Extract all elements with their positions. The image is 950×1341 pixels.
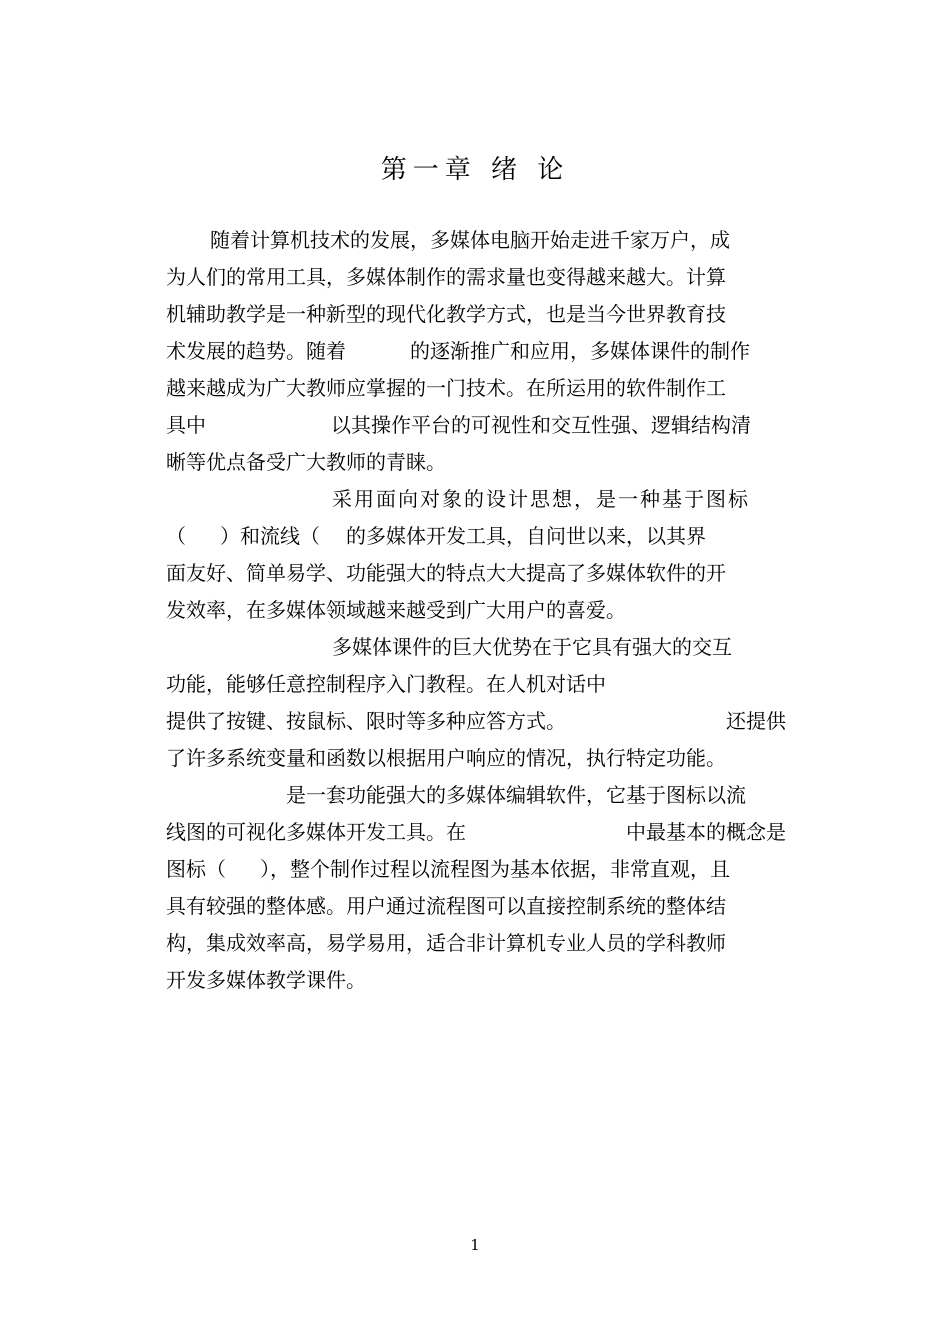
text-segment: 机辅助教学是一种新型的现代化教学方式，也是当今世界教育技 <box>166 302 726 326</box>
text-segment: 具中 <box>166 413 206 437</box>
text-segment: 术发展的趋势。随着 <box>166 339 346 363</box>
text-segment: 的多媒体开发工具，自问世以来，以其界 <box>346 524 706 548</box>
text-line <box>166 851 786 888</box>
text-line <box>166 666 786 703</box>
text-segment: ），整个制作过程以流程图为基本依据，非常直观，且 <box>260 857 730 881</box>
text-segment: 还提供 <box>726 709 786 733</box>
text-segment: 采用面向对象的设计思想，是一种基于图标 <box>332 487 750 511</box>
text-segment: 了许多系统变量和函数以根据用户响应的情况，执行特定功能。 <box>166 746 726 770</box>
text-segment: 图标（ <box>166 857 226 881</box>
body-text <box>166 222 786 999</box>
text-line <box>166 814 786 851</box>
text-line <box>166 259 786 296</box>
text-line <box>166 962 786 999</box>
text-segment: 多媒体课件的巨大优势在于它具有强大的交互 <box>332 635 732 659</box>
text-line <box>166 222 786 259</box>
text-line <box>166 296 786 333</box>
text-segment: 具有较强的整体感。用户通过流程图可以直接控制系统的整体结 <box>166 894 726 918</box>
text-line <box>166 444 786 481</box>
text-segment: ）和流线（ <box>220 524 320 548</box>
text-segment: 的逐渐推广和应用，多媒体课件的制作 <box>410 339 750 363</box>
text-line <box>166 555 786 592</box>
text-line <box>166 629 786 666</box>
text-line <box>166 333 786 370</box>
text-line <box>166 925 786 962</box>
text-segment: （ <box>166 524 186 548</box>
text-line <box>166 777 786 814</box>
text-line <box>166 518 786 555</box>
chapter-title: 第一章 绪 论 <box>380 155 570 185</box>
text-line <box>166 481 786 518</box>
text-segment: 开发多媒体教学课件。 <box>166 968 366 992</box>
text-segment: 随着计算机技术的发展，多媒体电脑开始走进千家万户，成 <box>210 228 730 252</box>
text-line <box>166 740 786 777</box>
page-number: 1 <box>470 1236 480 1254</box>
text-segment: 面友好、简单易学、功能强大的特点大大提高了多媒体软件的开 <box>166 561 726 585</box>
text-line <box>166 888 786 925</box>
text-segment: 功能，能够任意控制程序入门教程。在人机对话中 <box>166 672 606 696</box>
text-line <box>166 703 786 740</box>
text-line <box>166 407 786 444</box>
text-line <box>166 370 786 407</box>
text-segment: 发效率，在多媒体领域越来越受到广大用户的喜爱。 <box>166 598 626 622</box>
text-segment: 越来越成为广大教师应掌握的一门技术。在所运用的软件制作工 <box>166 376 726 400</box>
text-segment: 线图的可视化多媒体开发工具。在 <box>166 820 466 844</box>
text-segment: 晰等优点备受广大教师的青睐。 <box>166 450 446 474</box>
text-segment: 中最基本的概念是 <box>626 820 786 844</box>
text-segment: 是一套功能强大的多媒体编辑软件，它基于图标以流 <box>286 783 746 807</box>
text-segment: 为人们的常用工具，多媒体制作的需求量也变得越来越大。计算 <box>166 265 726 289</box>
text-segment: 提供了按键、按鼠标、限时等多种应答方式。 <box>166 709 566 733</box>
text-segment: 构，集成效率高，易学易用，适合非计算机专业人员的学科教师 <box>166 931 726 955</box>
text-line <box>166 592 786 629</box>
text-segment: 以其操作平台的可视性和交互性强、逻辑结构清 <box>331 413 751 437</box>
